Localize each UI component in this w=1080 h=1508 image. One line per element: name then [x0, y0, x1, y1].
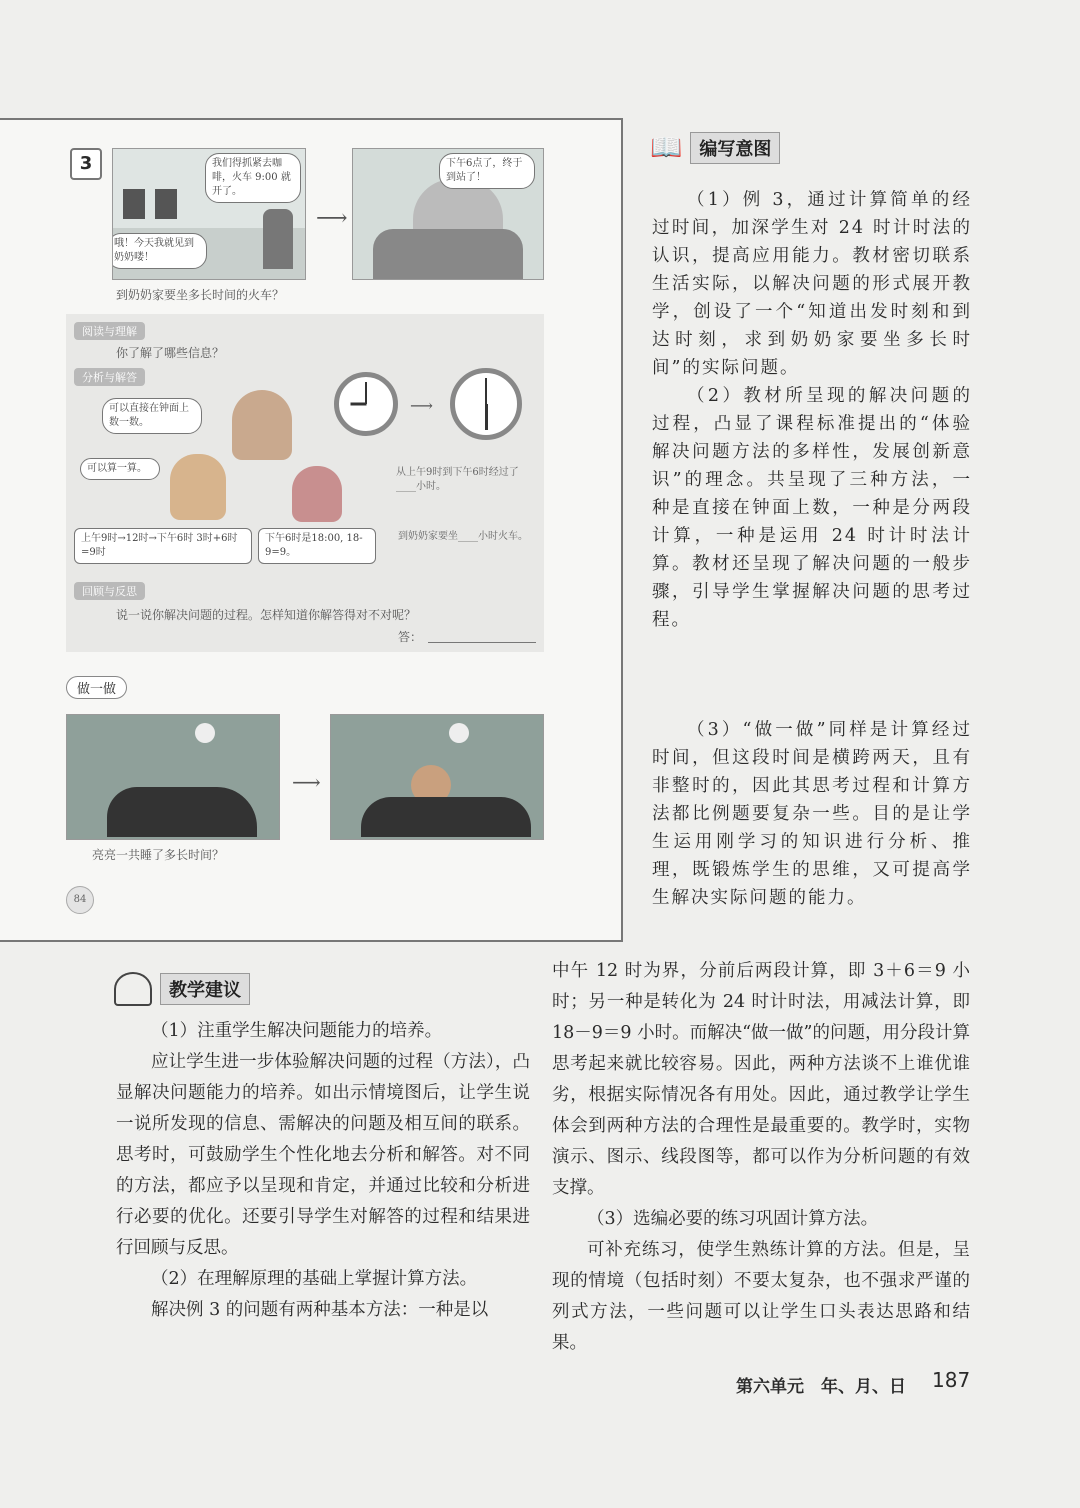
question-text: 到奶奶家要坐多长时间的火车？ [116, 288, 285, 302]
suggest-right-p1: 中午 12 时为界，分前后两段计算，即 3＋6＝9 小时；另一种是转化为 24 时计时法，用减法计算，即 18－9＝9 小时。而解决“做一做”的问题，用分段计算思考起来就比较容易。因此，两种方法谈不上谁优谁劣，根据实际情况各有用处。因此，通过教学让学生体会到两种方法的合理性是最重要的。教学时，实物演示、图示、线段图等，都可以作为分析问题的有效支撑。 [552, 961, 970, 1198]
speech-bubble-count: 可以直接在钟面上数一数。 [102, 398, 202, 434]
girl-figure [232, 390, 292, 460]
scene-waking-illustration [330, 714, 544, 840]
step3-text: 说一说你解决问题的过程。怎样知道你解答得对不对呢？ [116, 608, 417, 622]
suggest-heading-text: 教学建议 [160, 973, 250, 1005]
method-box-24h: 下午6时是18:00, 18-9=9。 [258, 528, 376, 564]
answer-label: 答： [398, 630, 423, 644]
speech-bubble-child: 哦！今天我就见到奶奶喽！ [112, 233, 207, 269]
step-label-review: 回顾与反思 [74, 582, 145, 600]
scene-arrival-illustration [352, 148, 544, 280]
suggest-left-p2: 应让学生进一步体验解决问题的过程（方法），凸显解决问题能力的培养。如出示情境图后，让学生说一说所发现的信息、需解决的问题及相互间的联系。思考时，可鼓励学生个性化地去分析和解答。对不同的方法，都应予以呈现和肯定，并通过比较和分析进行必要的优化。还要引导学生对解答的过程和结果进行回顾与反思。 [116, 1052, 530, 1258]
step-label-analyze: 分析与解答 [74, 368, 145, 386]
suggest-left-column [116, 1016, 530, 1326]
open-book-icon: 📖 [650, 133, 683, 163]
suggest-left-p3: （2）在理解原理的基础上掌握计算方法。 [151, 1269, 478, 1289]
suggest-left-p1: （1）注重学生解决问题能力的培养。 [151, 1021, 443, 1041]
excerpt-page-number: 84 [66, 886, 94, 914]
try-question: 亮亮一共睡了多长时间？ [92, 848, 225, 862]
method-box-segment: 上午9时→12时→下午6时 3时+6时=9时 [74, 528, 252, 564]
clock-6-icon [450, 368, 522, 440]
clock-9-icon [334, 372, 398, 436]
intent-paragraph-1: （1）例 3，通过计算简单的经过时间，加深学生对 24 时计时法的认识，提高应用能力。教材密切联系生活实际，以解决问题的形式展开教学，创设了一个“知道出发时刻和到达时刻，求到奶奶家要坐多长时间”的实际问题。 [652, 190, 972, 378]
suggest-right-p2: （3）选编必要的练习巩固计算方法。 [587, 1209, 879, 1229]
step-label-read: 阅读与理解 [74, 322, 145, 340]
girl2-figure [292, 466, 342, 522]
suggest-left-p4: 解决例 3 的问题有两种基本方法：一种是以 [151, 1300, 489, 1320]
intent-paragraph-2: （2）教材所呈现的解决问题的过程，凸显了课程标准提出的“体验解决问题方法的多样性，发展创新意识”的理念。共呈现了三种方法，一种是直接在钟面上数，一种是分两段计算，一种是运用 24 时计时法计算。教材还呈现了解决问题的一般步骤，引导学生掌握解决问题的思考过程。 [652, 386, 972, 630]
example-number-badge: 3 [70, 148, 102, 180]
footer-unit: 第六单元 年、月、日 [736, 1377, 906, 1397]
boy-figure [170, 454, 226, 520]
arrow-right-icon: ⟶ [316, 206, 348, 231]
scene-departure-illustration [112, 148, 306, 280]
answer-note: 到奶奶家要坐____小时火车。 [398, 531, 528, 542]
step1-text: 你了解了哪些信息？ [116, 346, 225, 360]
intent-paragraph-3: （3）“做一做”同样是计算经过时间，但这段时间是横跨两天，且有非整时的，因此其思考过程和计算方法都比例题要复杂一些。目的是让学生运用刚学习的知识进行分析、推理，既锻炼学生的思维，又可提高学生解决实际问题的能力。 [652, 720, 972, 908]
suggest-right-p3: 可补充练习，使学生熟练计算的方法。但是，呈现的情境（包括时刻）不要太复杂，也不强求严谨的列式方法，一些问题可以让学生口头表达思路和结果。 [552, 1240, 970, 1353]
answer-line [428, 642, 536, 643]
suggest-heading [114, 972, 250, 1006]
suggest-right-column [552, 956, 970, 1359]
textbook-excerpt [0, 118, 623, 942]
clock-note: 从上午9时到下午6时经过了____小时。 [396, 467, 519, 492]
teacher-icon [114, 972, 152, 1006]
scene-sleeping-illustration [66, 714, 280, 840]
speech-bubble-calc: 可以算一算。 [80, 458, 160, 480]
problem-solving-panel [66, 314, 544, 652]
try-it-label: 做一做 [66, 676, 127, 699]
arrow-right-icon: ⟶ [292, 770, 321, 794]
intent-heading-text: 编写意图 [690, 132, 780, 164]
arrow-right-icon: ⟶ [410, 396, 433, 415]
intent-section [652, 186, 972, 634]
intent-heading [650, 132, 780, 164]
speech-bubble-father: 我们得抓紧去咖啡，火车 9:00 就开了。 [205, 153, 301, 203]
intent-section-2 [652, 716, 972, 912]
speech-bubble-arrival: 下午6点了，终于到站了！ [439, 153, 535, 189]
footer-page-number: 187 [932, 1368, 971, 1392]
